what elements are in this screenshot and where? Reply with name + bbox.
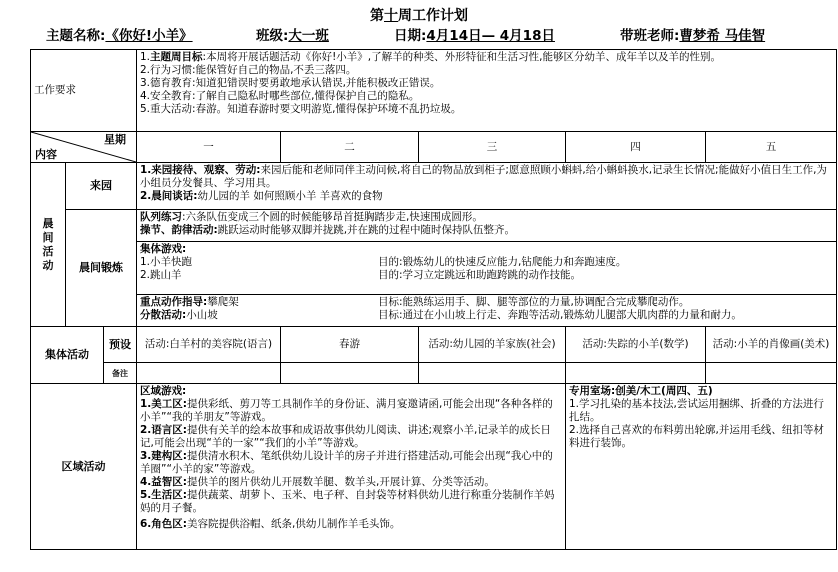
work-requirements-label: 工作要求 [31, 50, 137, 132]
note-mon [137, 363, 281, 384]
requirement-item: 1.主题周目标:本周将开展话题活动《你好!小羊》,了解羊的种类、外形特征和生活习性,能够区分幼羊、成年羊以及羊的性别。 [140, 51, 721, 63]
title-suffix: 周工作计划 [398, 8, 468, 24]
arrival-row [31, 163, 837, 210]
note-label: 备注 [104, 363, 137, 384]
class-name: 班级:大一班 [256, 28, 329, 44]
note-fri [706, 363, 837, 384]
arrival-content [137, 163, 837, 210]
requirement-item: 3.德育教育:知道犯错误时要勇敢地承认错误,并能积极改正错误。 [140, 77, 441, 89]
note-tue [281, 363, 419, 384]
requirement-item: 5.重大活动:春游。知道春游时要文明游览,懂得保护环境不乱扔垃圾。 [140, 103, 462, 115]
group-activity-thu: 活动:失踪的小羊(数学) [566, 327, 706, 363]
game-item: 1.小羊快跑 目的:锻炼幼儿的快速反应能力,钻爬能力和奔跑速度。 [140, 256, 627, 268]
split-activity: 分散活动:小山坡 目标:通过在小山坡上行走、奔跑等活动,锻炼幼儿腿部大肌肉群的力量和耐力。 [140, 309, 742, 321]
arrival-reception: 1.来园接待、观察、劳动:来园后能和老师同伴主动问候,将自己的物品放到柜子;愿意照顾小蝌蚪,给小蝌蚪换水,记录生长情况;能做好小值日生工作,为小组员分发餐具、学习用具。 [140, 164, 827, 189]
teachers: 带班老师:曹梦希 马佳智 [620, 28, 766, 44]
special-room-item: 2.选择自己喜欢的布料剪出轮廓,并运用毛线、纽扣等材料进行装饰。 [569, 424, 824, 449]
area-item: 6.角色区:美容院提供浴帽、纸条,供幼儿制作羊毛头饰。 [140, 518, 401, 530]
exercise-row-3 [31, 295, 837, 327]
morning-exercise-label: 晨间锻炼 [66, 210, 137, 327]
area-item: 3.建构区:提供清水积木、笔纸供幼儿设计羊的房子并进行搭建活动,可能会出现“我心中的羊圈”“小羊的家”等游戏。 [140, 450, 553, 475]
area-activity-row [31, 384, 837, 550]
group-activity-row [31, 327, 837, 363]
requirement-item: 2.行为习惯:能保管好自己的物品,不丢三落四。 [140, 64, 357, 76]
exercise-row-2 [31, 242, 837, 295]
area-item: 1.美工区:提供彩纸、剪刀等工具制作羊的身份证、满月宴邀请函,可能会出现“各种各样的小羊”“我的羊朋友”等游戏。 [140, 398, 553, 423]
group-activity-mon: 活动:白羊村的美容院(语言) [137, 327, 281, 363]
queue-rhythm-content [137, 210, 837, 242]
morning-talk: 2.晨间谈话:幼儿园的羊 如何照顾小羊 羊喜欢的食物 [140, 190, 383, 202]
corner-weekday-label: 星期 [104, 133, 126, 146]
plan-table [30, 49, 837, 550]
note-thu [566, 363, 706, 384]
note-wed [419, 363, 566, 384]
work-requirements-row [31, 50, 837, 132]
day-header-wed: 三 [419, 132, 566, 163]
day-header-fri: 五 [706, 132, 837, 163]
page-title [0, 8, 838, 24]
rhythm-activity: 操节、韵律活动:跳跃运动时能够双脚并拢跳,并在跳的过程中随时保持队伍整齐。 [140, 224, 516, 236]
focus-guidance: 重点动作指导:攀爬架 目标:能熟练运用手、脚、腿等部位的力量,协调配合完成攀爬动作。 [140, 296, 690, 308]
date-range: 日期:4月14日— 4月18日 [394, 28, 555, 44]
preset-label: 预设 [104, 327, 137, 363]
exercise-row-1 [31, 210, 837, 242]
focus-split-content [137, 295, 837, 327]
day-header-mon: 一 [137, 132, 281, 163]
header-info [0, 27, 838, 45]
special-room-item: 1.学习扎染的基本技法,尝试运用捆绑、折叠的方法进行扎结。 [569, 398, 824, 423]
day-header-tue: 二 [281, 132, 419, 163]
special-room-content [566, 384, 837, 550]
corner-cell [31, 132, 137, 163]
arrival-label: 来园 [66, 163, 137, 210]
week-header-row [31, 132, 837, 163]
group-games-content [137, 242, 837, 295]
area-games-content [137, 384, 566, 550]
area-item: 4.益智区:提供羊的图片供幼儿开展数羊腿、数羊头,开展计算、分类等活动。 [140, 476, 495, 488]
note-row [31, 363, 837, 384]
group-activity-fri: 活动:小羊的肖像画(美术) [706, 327, 837, 363]
area-item: 5.生活区:提供蔬菜、胡萝卜、玉米、电子秤、自封袋等材料供幼儿进行称重分装制作羊妈妈的月子餐。 [140, 489, 555, 514]
morning-activity-label: 晨 间 活 动 [31, 163, 66, 327]
area-item: 2.语言区:提供有关羊的绘本故事和成语故事供幼儿阅读、讲述;观察小羊,记录羊的成长日记,可能会出现“羊的一家”“我们的小羊”等游戏。 [140, 424, 551, 449]
week-number: 十 [384, 8, 398, 24]
queue-practice: 队列练习:六条队伍变成三个圆的时候能够昂首挺胸踏步走,快速围成圆形。 [140, 211, 483, 223]
title-prefix: 第 [370, 8, 384, 24]
group-activity-tue: 春游 [281, 327, 419, 363]
group-activity-wed: 活动:幼儿园的羊家族(社会) [419, 327, 566, 363]
group-activity-label: 集体活动 [31, 327, 104, 384]
requirement-item: 4.安全教育:了解自己隐私时哪些部位,懂得保护自己的隐私。 [140, 90, 420, 102]
day-header-thu: 四 [566, 132, 706, 163]
corner-content-label: 内容 [35, 148, 57, 161]
theme-name: 主题名称:《你好!小羊》 [46, 28, 193, 44]
work-requirements-content [137, 50, 837, 132]
group-games-title: 集体游戏: [140, 243, 187, 255]
area-activity-label: 区域活动 [31, 384, 137, 550]
game-item: 2.跳山羊 目的:学习立定跳远和助跑跨跳的动作技能。 [140, 269, 582, 281]
special-room-title: 专用室场:创美/木工(周四、五) [569, 385, 713, 397]
area-games-title: 区域游戏: [140, 385, 187, 397]
